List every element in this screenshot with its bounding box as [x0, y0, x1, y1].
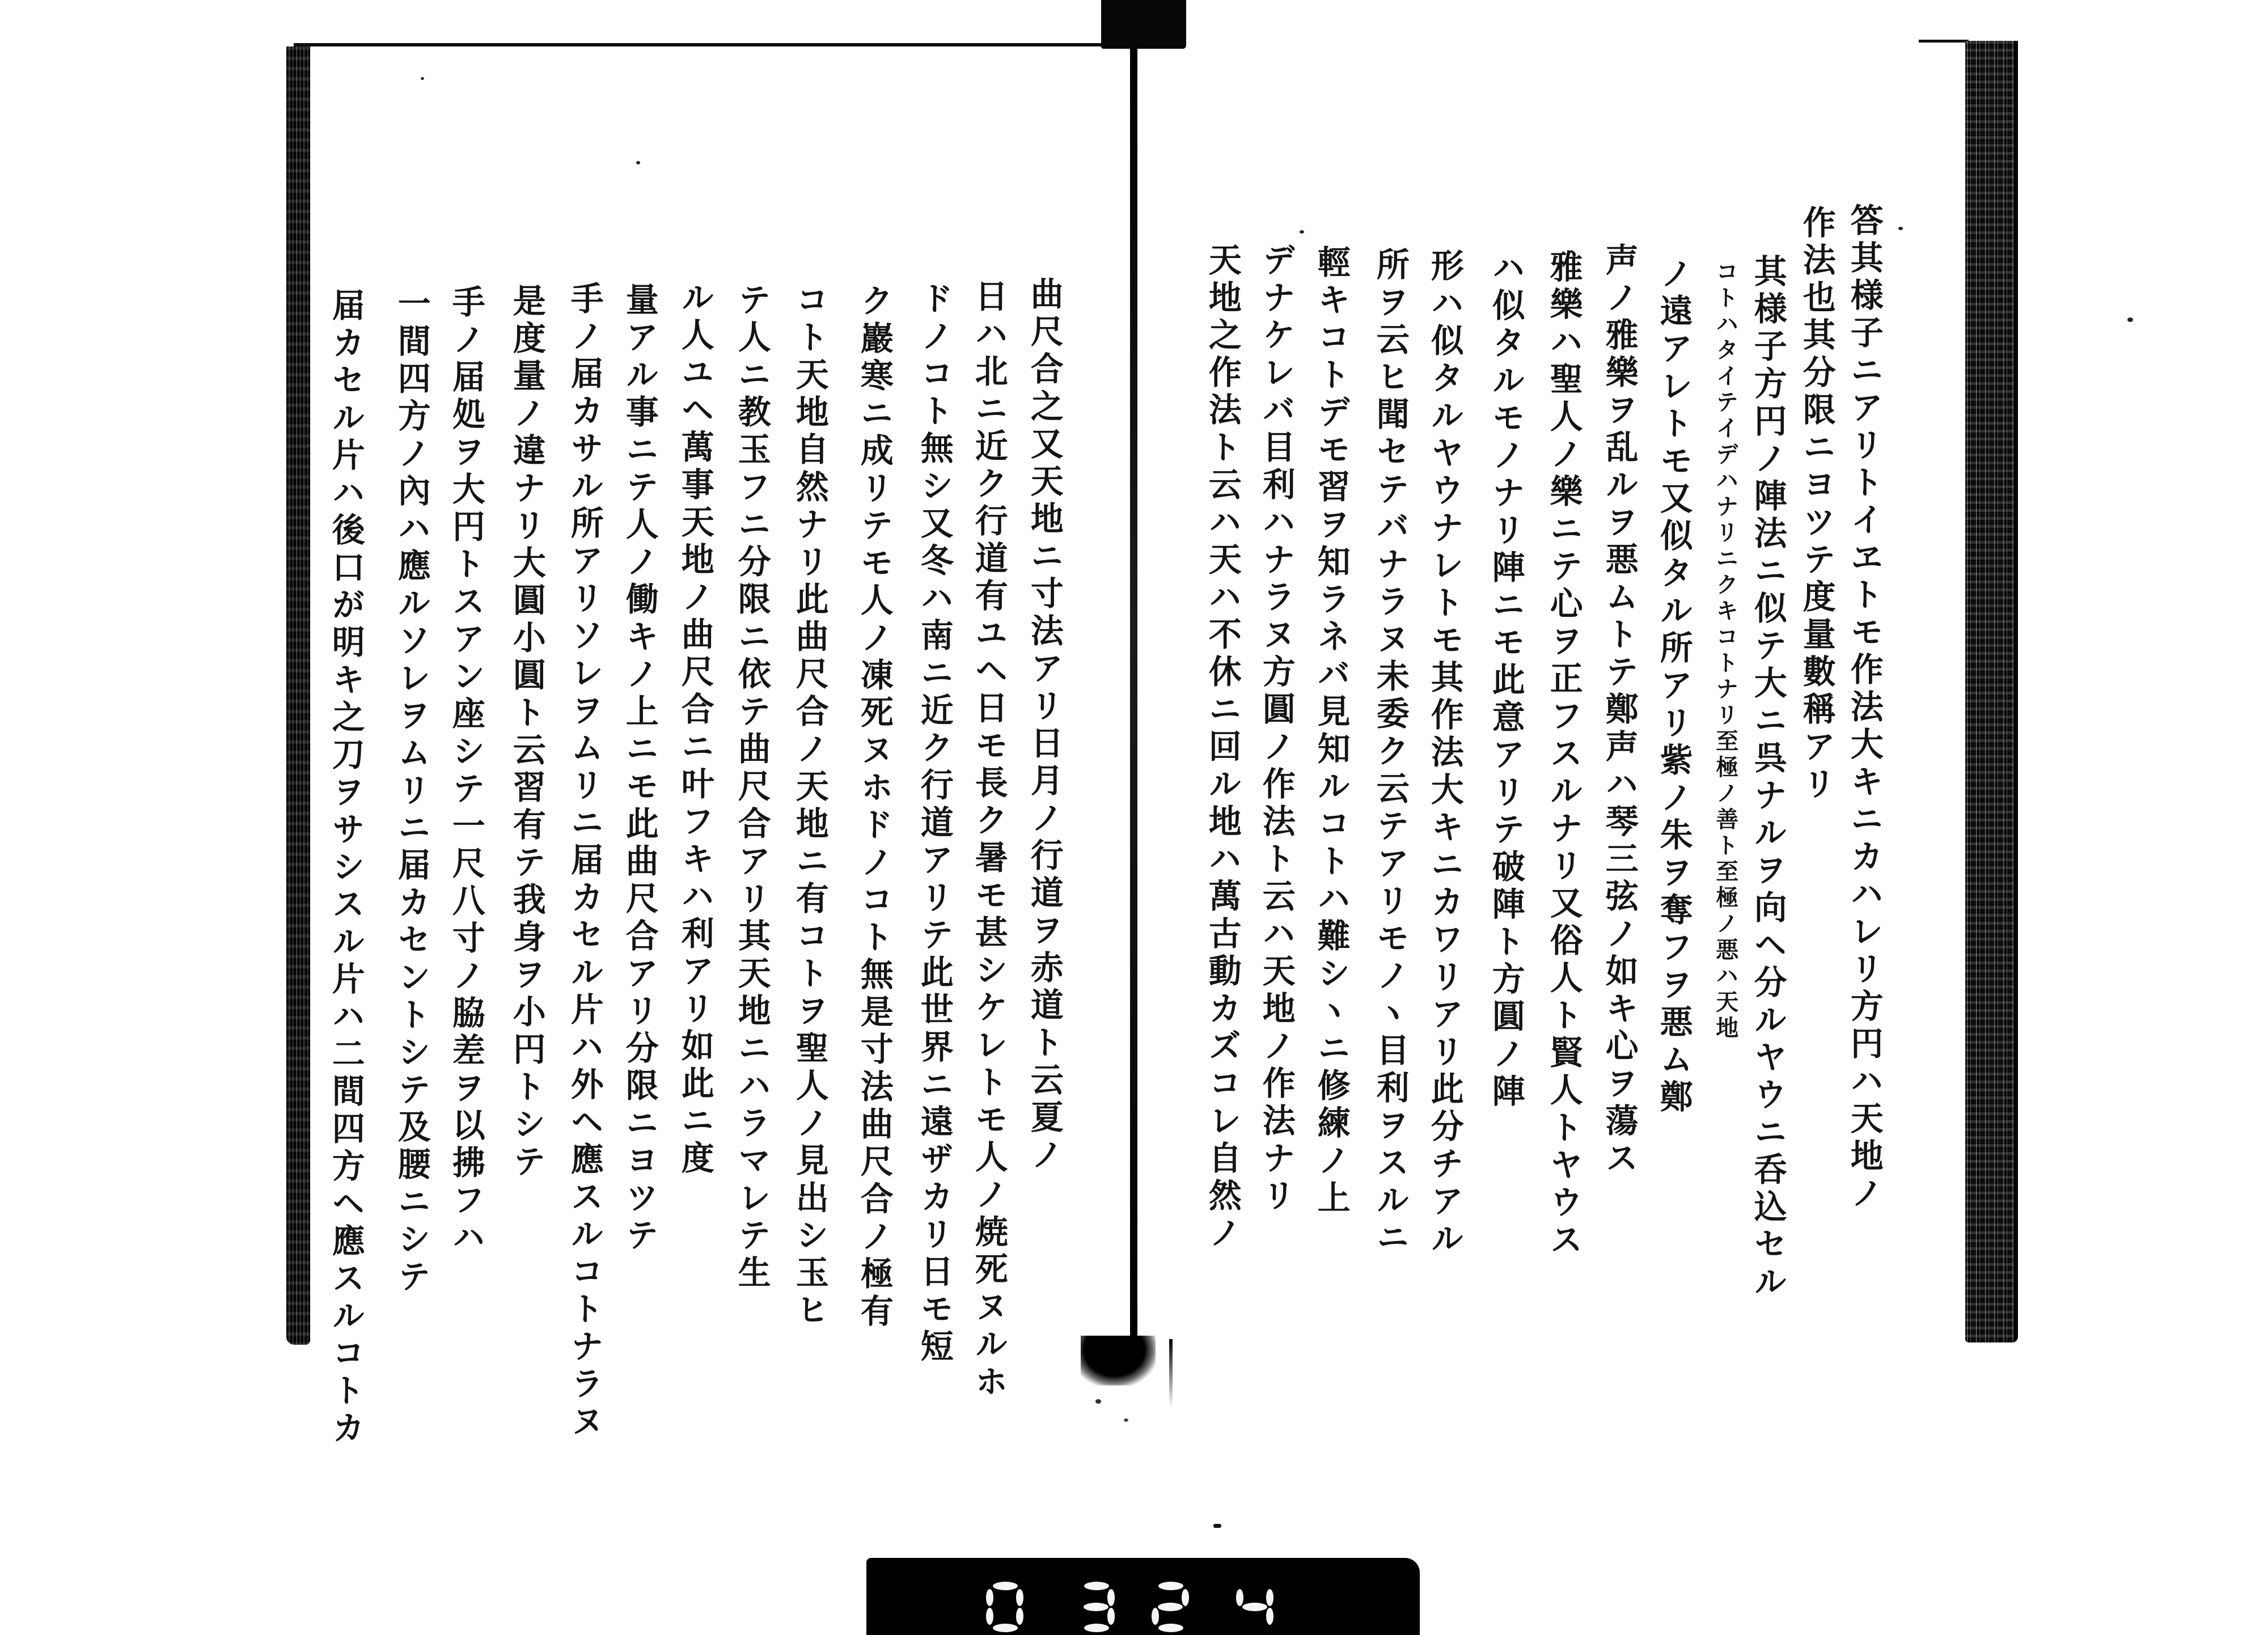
text-column: ドノコト無シ又冬ハ南ニ近ク行道アリテ此世界ニ遠ザカリ日モ短 — [915, 281, 954, 1366]
gutter-line — [1130, 48, 1137, 1341]
text-column: 曲尺合之又天地ニ寸法アリ日月ノ行道ヲ赤道ト云夏ノ — [1025, 277, 1064, 1175]
text-column: 手ノ届カサル所アリソレヲムリニ届カセル片ハ外ヘ應スルコトナラヌ — [565, 281, 604, 1441]
frame-digit — [1152, 1582, 1189, 1632]
dust-speck — [1095, 1399, 1101, 1404]
left-page-top-edge — [294, 43, 1103, 46]
text-column: 是度量ノ違ナリ大圓小圓ト云習有テ我身ヲ小円トシテ — [507, 283, 546, 1181]
text-column: テ人ニ教玉フニ分限ニ依テ曲尺合アリ其天地ニハラマレテ生 — [732, 282, 771, 1293]
text-column: 一間四方ノ內ハ應ルソレヲムリニ届カセントシテ及腰ニシテ — [392, 286, 431, 1297]
text-column: 雅樂ハ聖人ノ樂ニテ心ヲ正フスルナリ又俗人ト賢人トヤウス — [1544, 249, 1583, 1260]
dust-speck — [421, 77, 424, 80]
text-column: ル人ユヘ萬事天地ノ曲尺合ニ叶フキハ利アリ如此ニ度 — [675, 280, 714, 1178]
text-column: 輕キコトデモ習ヲ知ラネバ見知ルコトハ難シヽニ修練ノ上 — [1311, 245, 1351, 1218]
dust-speck — [636, 161, 640, 164]
text-column: ク巖寒ニ成リテモ人ノ凍死ヌホドノコト無是寸法曲尺合ノ極有 — [854, 283, 894, 1331]
text-column: 届カセル片ハ後口が明キ之刀ヲサシスル片ハ二間四方ヘ應スルコトカ — [326, 288, 365, 1448]
frame-digit — [1077, 1582, 1115, 1632]
text-column-small: コトハタイテイデハナリニクキコトナリ至極ノ善ト至極ノ悪ハ天地 — [1712, 260, 1738, 1042]
dust-speck — [1213, 1524, 1221, 1528]
gutter-ink-blob — [1081, 1336, 1156, 1386]
frame-digit — [986, 1582, 1023, 1632]
text-column: 天地之作法ト云ハ天ハ不休ニ回ル地ハ萬古動カズコレ自然ノ — [1203, 243, 1242, 1253]
dust-speck — [2127, 317, 2133, 322]
dust-speck — [1300, 230, 1304, 234]
text-column: 形ハ似タルヤウナレトモ其作法大キニカワリアリ此分チアル — [1425, 248, 1464, 1259]
text-column: 声ノ雅樂ヲ乱ルヲ悪ムトテ鄭声ハ琴三弦ノ如キ心ヲ蕩ス — [1600, 243, 1639, 1178]
frame-digit — [1236, 1582, 1273, 1632]
gutter-tick-mark — [1169, 1339, 1173, 1408]
text-column: デナケレバ目利ハナラヌ方圓ノ作法ト云ハ天地ノ作法ナリ — [1256, 243, 1296, 1215]
text-column: 量アル事ニテ人ノ働キノ上ニモ此曲尺合アリ分限ニヨツテ — [620, 282, 659, 1255]
left-page-edge-band — [286, 46, 310, 1345]
text-column: 作法也其分限ニヨツテ度量數稱アリ — [1797, 205, 1836, 804]
dust-speck — [1898, 227, 1903, 230]
text-column: 所ヲ云ヒ聞セテバナラヌ未委ク云テアリモノヽ目利ヲスルニ — [1370, 247, 1410, 1257]
text-column: 手ノ届処ヲ大円トスアン座シテ一尺八寸ノ脇差ヲ以拂フハ — [446, 285, 485, 1257]
binding-tab-top — [1101, 0, 1186, 49]
film-frame-strip — [866, 1558, 1420, 1635]
dust-speck — [1124, 1418, 1128, 1422]
text-column: 答其様子ニアリトイヱトモ作法大キニカハレリ方円ハ天地ノ — [1844, 203, 1884, 1213]
text-column: ノ遠アレトモ又似タル所アリ紫ノ朱ヲ奪フヲ悪ム鄭 — [1654, 256, 1693, 1117]
right-page-top-edge — [1919, 40, 1969, 43]
text-column: コト天地自然ナリ此曲尺合ノ天地ニ有コトヲ聖人ノ見出シ玉ヒ — [790, 282, 829, 1330]
text-column: 其様子方円ノ陣法ニ似テ大ニ呉ナルヲ向ヘ分ルヤウニ呑込セル — [1748, 254, 1787, 1302]
right-page-edge-band — [1965, 41, 2018, 1342]
text-column: ハ似タルモノナリ陣ニモ此意アリテ破陣ト方圓ノ陣 — [1486, 251, 1525, 1111]
text-column: 日ハ北ニ近ク行道有ユヘ日モ長ク暑モ甚シケレトモ人ノ焼死ヌルホ — [969, 279, 1008, 1401]
